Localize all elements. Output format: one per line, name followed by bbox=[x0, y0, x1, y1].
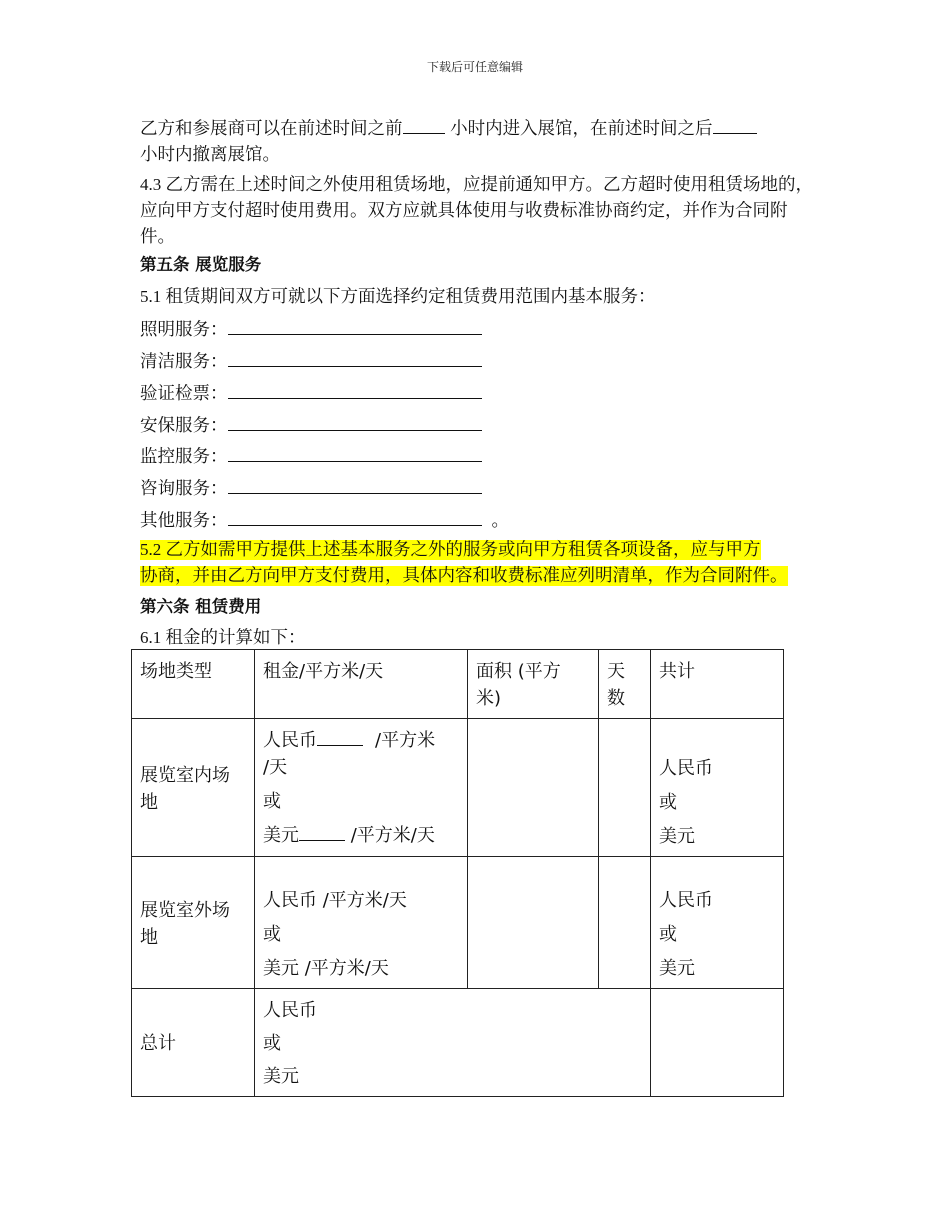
service-security bbox=[140, 412, 482, 439]
service-label: 监控服务： bbox=[140, 447, 228, 467]
header-rent: 租金/平方米/天 bbox=[255, 650, 468, 719]
header-total: 共计 bbox=[651, 650, 784, 719]
service-blank bbox=[228, 507, 482, 526]
clause-text: 乙方需在上述时间之外使用租赁场地，应提前通知甲方。乙方超时使用租赁场地的，应向甲方支付超时使用费用。双方应就具体使用与收费标准协商约定，并作为合同附件。 bbox=[140, 175, 813, 247]
page-header: 下载后可任意编辑 bbox=[426, 60, 523, 74]
blank-entry-hours bbox=[403, 115, 445, 134]
service-label: 验证检票： bbox=[140, 384, 228, 404]
service-label: 咨询服务： bbox=[140, 479, 228, 499]
outdoor-name: 展览室外场地 bbox=[132, 857, 255, 989]
clause-5-2 bbox=[140, 537, 820, 589]
indoor-days bbox=[599, 719, 651, 857]
service-label: 安保服务： bbox=[140, 416, 228, 436]
table-row-indoor bbox=[132, 719, 784, 857]
exit-text-end: 小时内撤离展馆。 bbox=[140, 145, 280, 165]
entry-text: 乙方和参展商可以在前述时间之前 bbox=[140, 119, 403, 139]
service-label: 照明服务： bbox=[140, 320, 228, 340]
service-lighting bbox=[140, 316, 482, 343]
header-area: 面积 (平方 米) bbox=[468, 650, 599, 719]
exit-text: 小时内进入展馆，在前述时间之后 bbox=[444, 119, 713, 139]
clause-number: 4.3 bbox=[140, 175, 166, 194]
clause-text: 租赁期间双方可就以下方面选择约定租赁费用范围内基本服务： bbox=[165, 287, 656, 307]
clause-text: 租金的计算如下： bbox=[165, 628, 306, 648]
service-monitoring bbox=[140, 443, 482, 470]
outdoor-total: 人民币 或 美元 bbox=[651, 857, 784, 989]
indoor-rent: 人民币 /平方米 /天 或 美元 /平方米/天 bbox=[255, 719, 468, 857]
indoor-area bbox=[468, 719, 599, 857]
sum-name: 总计 bbox=[132, 989, 255, 1097]
header-type: 场地类型 bbox=[132, 650, 255, 719]
clause-number: 5.2 bbox=[140, 540, 166, 559]
table-row-outdoor bbox=[132, 857, 784, 989]
article-5-title: 第五条 展览服务 bbox=[140, 255, 262, 274]
end-mark: 。 bbox=[491, 511, 509, 531]
service-ticket bbox=[140, 380, 482, 407]
service-blank bbox=[228, 316, 482, 335]
clause-5-1 bbox=[140, 284, 820, 310]
paragraph-entry-exit bbox=[140, 115, 820, 168]
table-row-sum bbox=[132, 989, 784, 1097]
service-blank bbox=[228, 412, 482, 431]
indoor-name: 展览室内场地 bbox=[132, 719, 255, 857]
service-blank bbox=[228, 475, 482, 494]
rent-table bbox=[131, 649, 784, 1097]
service-other bbox=[140, 507, 509, 534]
service-label: 清洁服务： bbox=[140, 352, 228, 372]
outdoor-area bbox=[468, 857, 599, 989]
outdoor-days bbox=[599, 857, 651, 989]
service-label: 其他服务： bbox=[140, 511, 228, 531]
header-days: 天 数 bbox=[599, 650, 651, 719]
clause-4-3 bbox=[140, 172, 820, 250]
service-blank bbox=[228, 443, 482, 462]
clause-6-1 bbox=[140, 625, 820, 651]
sum-rent: 人民币 或 美元 bbox=[255, 989, 651, 1097]
blank-exit-hours bbox=[713, 115, 757, 134]
article-6-title: 第六条 租赁费用 bbox=[140, 597, 262, 616]
service-cleaning bbox=[140, 348, 482, 375]
service-consulting bbox=[140, 475, 482, 502]
clause-text-1: 乙方如需甲方提供上述基本服务之外的服务或向甲方租赁各项设备，应与甲方 bbox=[165, 540, 761, 560]
highlighted-line-1 bbox=[140, 540, 761, 560]
highlighted-line-2: 协商，并由乙方向甲方支付费用，具体内容和收费标准应列明清单，作为合同附件。 bbox=[140, 566, 788, 586]
service-blank bbox=[228, 348, 482, 367]
blank-usd-indoor bbox=[299, 822, 345, 841]
blank-rmb-indoor bbox=[317, 727, 363, 746]
clause-number: 6.1 bbox=[140, 628, 166, 647]
sum-total bbox=[651, 989, 784, 1097]
service-blank bbox=[228, 380, 482, 399]
indoor-total: 人民币 或 美元 bbox=[651, 719, 784, 857]
outdoor-rent: 人民币 /平方米/天 或 美元 /平方米/天 bbox=[255, 857, 468, 989]
table-header-row bbox=[132, 650, 784, 719]
clause-number: 5.1 bbox=[140, 287, 166, 306]
